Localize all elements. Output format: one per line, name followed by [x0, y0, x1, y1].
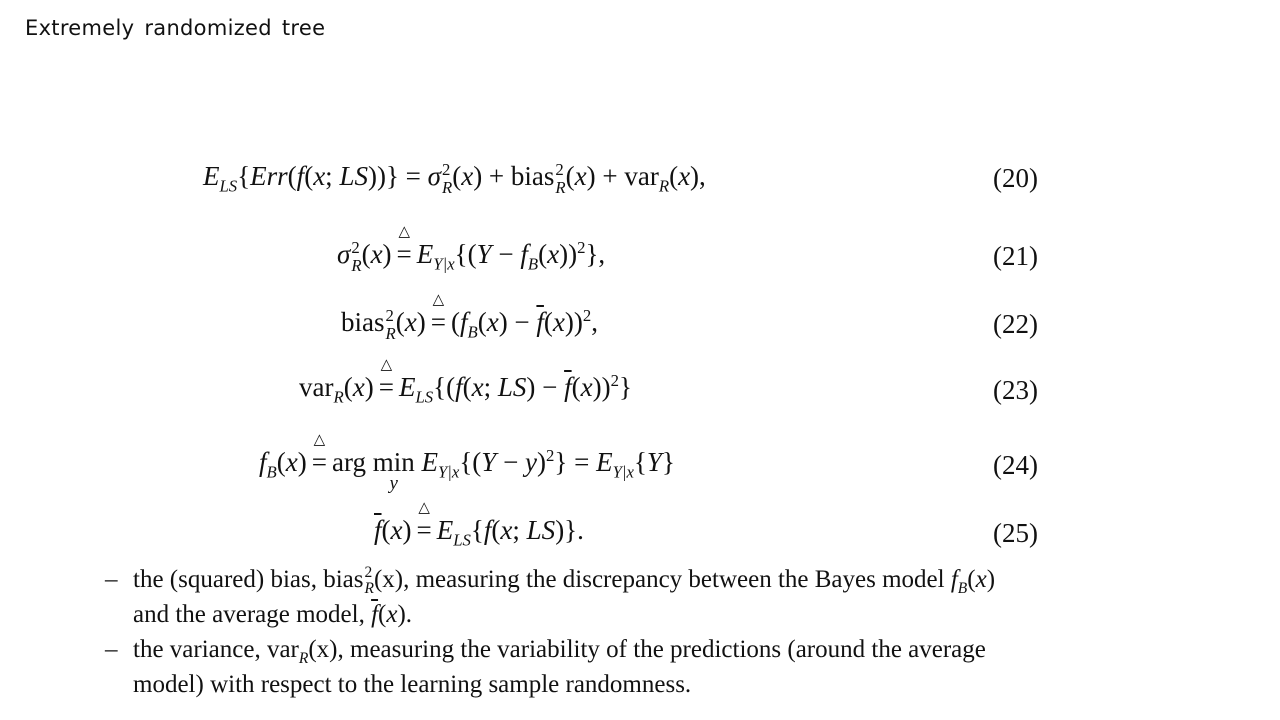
equation-25: $\overline{f}(x)$ △ = $E_{LS}\{f(x$; LS)}.: [374, 500, 584, 550]
bullet-variance: [105, 632, 1165, 702]
equation-23: var$_R$(x) △ = $E_{LS}\{(f(x$; $LS) - \overline{f}(x))^2$}: [299, 357, 632, 407]
equation-22: bias 2 R (x) △ = $(f_B(x) - \overline{f}(x))^2$,: [341, 292, 599, 343]
bullet-bias-line2: and the average model, $\overline{f}(x)$.: [133, 601, 413, 628]
bullet-variance-line1: the variance, var$_R$(x), measuring the variability of the predictions (around the average: [133, 636, 986, 667]
equation-20: $E_{LS}\{Err(f(x$; LS))} = σ 2 R (x) + bias 2 R (x) + var$_R$(x),: [203, 160, 706, 197]
bullet-bias-line1: the (squared) bias, bias 2 R (x), measuring the discrepancy between the Bayes model $f_B(x)$: [133, 563, 996, 598]
bullet-dash: –: [105, 566, 118, 593]
bullet-variance-line2: model) with respect to the learning sample randomness.: [133, 671, 692, 698]
equation-number-21: (21): [993, 241, 1038, 271]
equation-number-23: (23): [993, 375, 1038, 405]
equation-21: σ 2 R (x) △ = $E_{Y|x}\{(Y - f_B(x))^2\}$,: [337, 224, 606, 275]
slide-title: Extremely randomized tree: [25, 16, 326, 40]
equation-number-22: (22): [993, 309, 1038, 339]
bullet-bias: [105, 562, 1165, 632]
equation-number-20: (20): [993, 163, 1038, 193]
equation-24: $f_B(x)$ △ = arg min y $E_{Y|x}\{(Y - y)^2\} = E_{Y|x}\{Y\}$: [259, 432, 675, 494]
equation-number-25: (25): [993, 518, 1038, 548]
equation-number-24: (24): [993, 450, 1038, 480]
bullet-dash: –: [105, 636, 118, 663]
